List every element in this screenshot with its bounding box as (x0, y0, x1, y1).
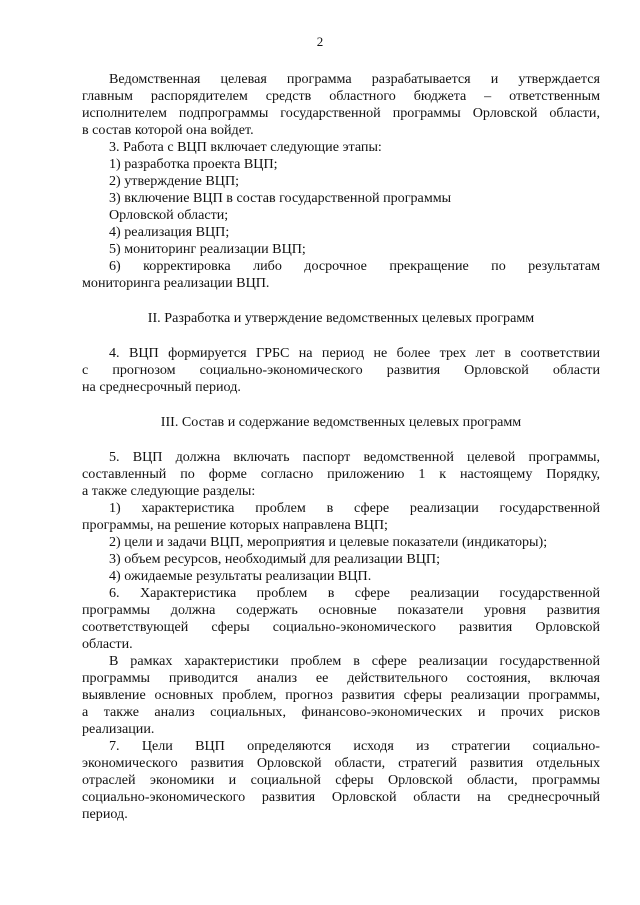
paragraph-6 (82, 585, 600, 653)
text-line: в состав которой она войдет. (82, 122, 254, 138)
text-line: Ведомственная целевая программа разрабатывается и утверждается (109, 71, 600, 87)
text-line: В рамках характеристики проблем в сфере реализации государственной (109, 653, 600, 669)
text-line: экономического развития Орловской области, стратегий развития отдельных (82, 755, 600, 771)
text-line: исполнителем подпрограммы государственной программы Орловской области, (82, 105, 600, 121)
list-item: 4) реализация ВЦП; (109, 224, 230, 240)
text-line: социально-экономического развития Орловской области на среднесрочный (82, 789, 600, 805)
list-item: 2) цели и задачи ВЦП, мероприятия и целевые показатели (индикаторы); (109, 534, 548, 550)
text-line: реализации. (82, 721, 155, 737)
text-line: выявление основных проблем, прогноз развития сферы реализации программы, (82, 687, 600, 703)
text-line: на среднесрочный период. (82, 379, 241, 395)
text-line: 6. Характеристика проблем в сфере реализации государственной (109, 585, 600, 601)
text-line: программы приводится анализ ее действительного состояния, включая (82, 670, 600, 686)
paragraph-stage-6 (82, 258, 600, 292)
page-number: 2 (316, 34, 324, 49)
text-line: а также анализ социальных, финансово-экономических и прочих рисков (82, 704, 600, 720)
paragraph-intro (82, 71, 600, 139)
list-sections (82, 500, 600, 585)
text-line: мониторинга реализации ВЦП. (82, 275, 270, 291)
list-item: 5) мониторинг реализации ВЦП; (109, 241, 306, 257)
list-item: 1) характеристика проблем в сфере реализации государственной (109, 500, 600, 516)
text-line: 7. Цели ВЦП определяются исходя из стратегии социально- (109, 738, 600, 754)
list-stages (82, 156, 600, 258)
list-item: 3) включение ВЦП в состав государственной программы (109, 190, 452, 206)
section-heading-3: III. Состав и содержание ведомственных целевых программ (160, 414, 522, 430)
list-item: 2) утверждение ВЦП; (109, 173, 240, 189)
list-item: программы, на решение которых направлена ВЦП; (82, 517, 388, 533)
text-line: с прогнозом социально-экономического развития Орловской области (82, 362, 600, 378)
list-item: 1) разработка проекта ВЦП; (109, 156, 278, 172)
text-line: соответствующей сферы социально-экономического развития Орловской (82, 619, 600, 635)
list-item: Орловской области; (109, 207, 229, 223)
text-line: период. (82, 806, 128, 822)
section-heading-2: II. Разработка и утверждение ведомственных целевых программ (147, 310, 535, 326)
text-line: составленный по форме согласно приложению 1 к настоящему Порядку, (82, 466, 600, 482)
text-line: 4. ВЦП формируется ГРБС на период не более трех лет в соответствии (109, 345, 600, 361)
paragraph-7 (82, 738, 600, 823)
document-body (82, 71, 600, 823)
paragraph-5 (82, 449, 600, 500)
list-item: 4) ожидаемые результаты реализации ВЦП. (109, 568, 372, 584)
text-line: программы должна содержать основные показатели уровня развития (82, 602, 600, 618)
text-line: области. (82, 636, 133, 652)
paragraph-analysis (82, 653, 600, 738)
text-line: 5. ВЦП должна включать паспорт ведомственной целевой программы, (109, 449, 600, 465)
paragraph-stages-intro: 3. Работа с ВЦП включает следующие этапы: (109, 139, 382, 155)
paragraph-4 (82, 345, 600, 396)
list-item: 3) объем ресурсов, необходимый для реализации ВЦП; (109, 551, 441, 567)
text-line: 6) корректировка либо досрочное прекращение по результатам (109, 258, 600, 274)
text-line: отраслей экономики и социальной сферы Орловской области, программы (82, 772, 600, 788)
text-line: а также следующие разделы: (82, 483, 256, 499)
text-line: главным распорядителем средств областного бюджета – ответственным (82, 88, 600, 104)
